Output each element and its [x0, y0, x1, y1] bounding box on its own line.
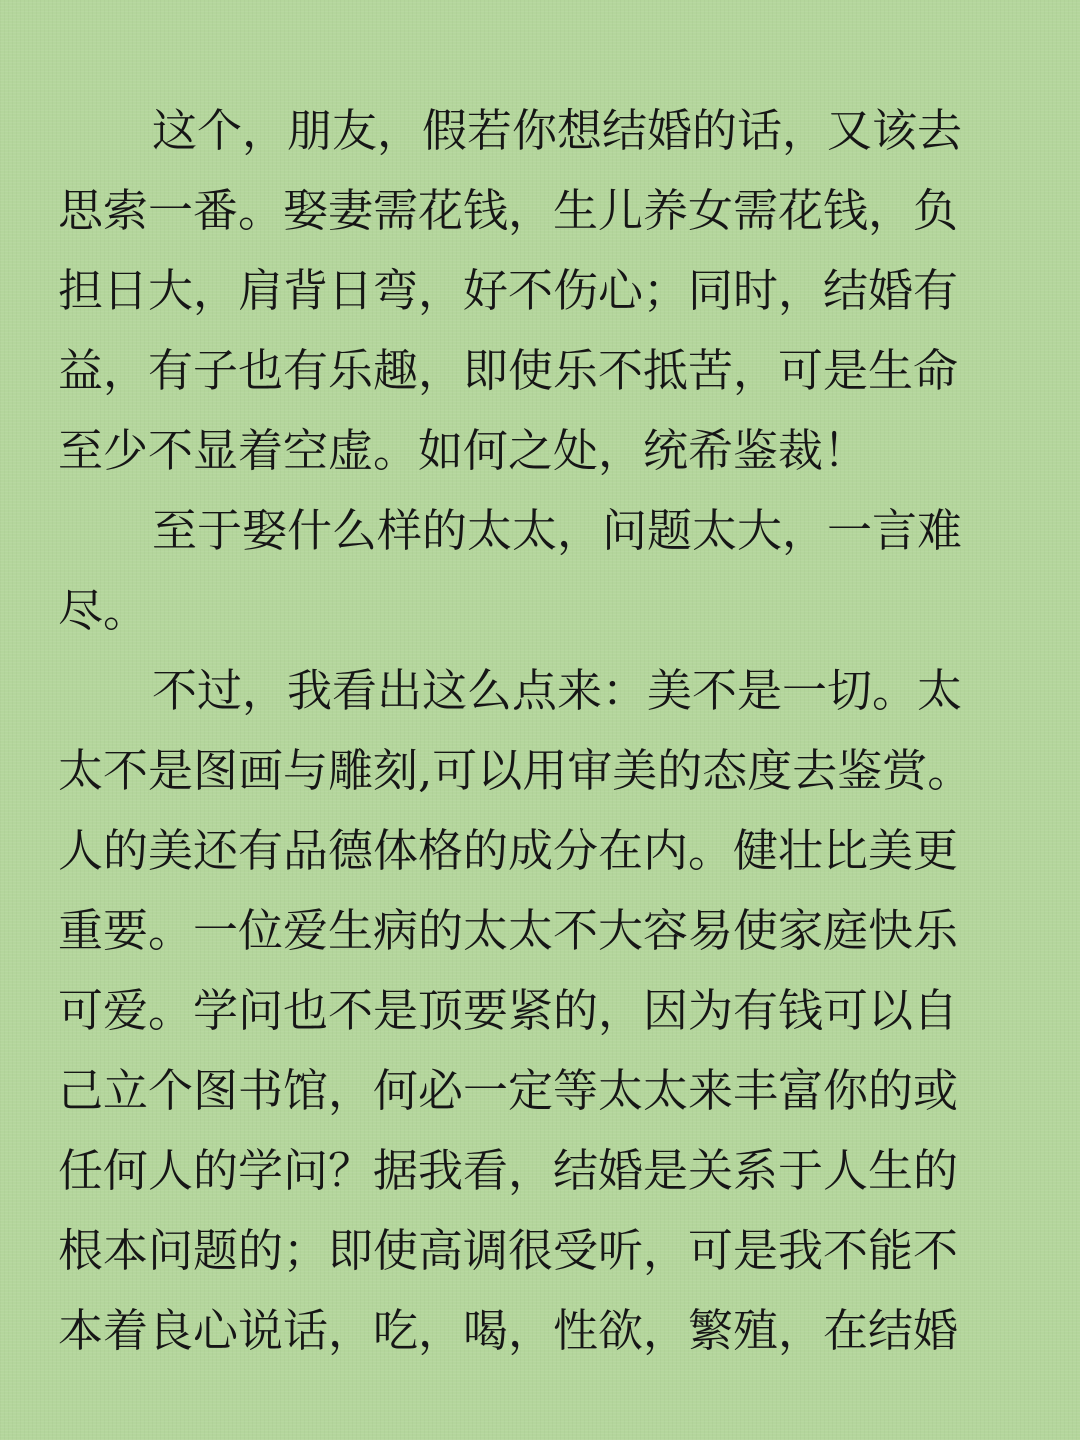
text-line: 担日大，肩背日弯，好不伤心；同时，结婚有: [58, 264, 959, 317]
text-line: 不过，我看出这么点来：美不是一切。太: [152, 664, 963, 717]
text-line: 可爱。学问也不是顶要紧的，因为有钱可以自: [58, 984, 959, 1037]
text-line: 这个，朋友，假若你想结婚的话，又该去: [152, 104, 963, 157]
text-line: 己立个图书馆，何必一定等太太来丰富你的或: [58, 1064, 959, 1117]
text-line: 思索一番。娶妻需花钱，生儿养女需花钱，负: [58, 184, 959, 237]
text-line: 重要。一位爱生病的太太不大容易使家庭快乐: [58, 904, 959, 957]
paragraph-1: [58, 91, 1022, 491]
article-body: [58, 91, 1022, 1371]
text-line: 人的美还有品德体格的成分在内。健壮比美更: [58, 824, 959, 877]
text-line: 太不是图画与雕刻,可以用审美的态度去鉴赏。: [58, 744, 973, 797]
text-line: 至于娶什么样的太太，问题太大，一言难: [152, 504, 963, 557]
text-line: 本着良心说话，吃，喝，性欲，繁殖，在结婚: [58, 1304, 959, 1357]
paragraph-3: [58, 651, 1022, 1371]
text-line: 任何人的学问？据我看，结婚是关系于人生的: [58, 1144, 959, 1197]
text-line: 根本问题的；即使高调很受听，可是我不能不: [58, 1224, 959, 1277]
paragraph-2: [58, 491, 1022, 651]
text-line: 尽。: [58, 584, 149, 637]
text-line: 益，有子也有乐趣，即使乐不抵苦，可是生命: [58, 344, 959, 397]
text-line: 至少不显着空虚。如何之处，统希鉴裁！: [58, 424, 869, 477]
